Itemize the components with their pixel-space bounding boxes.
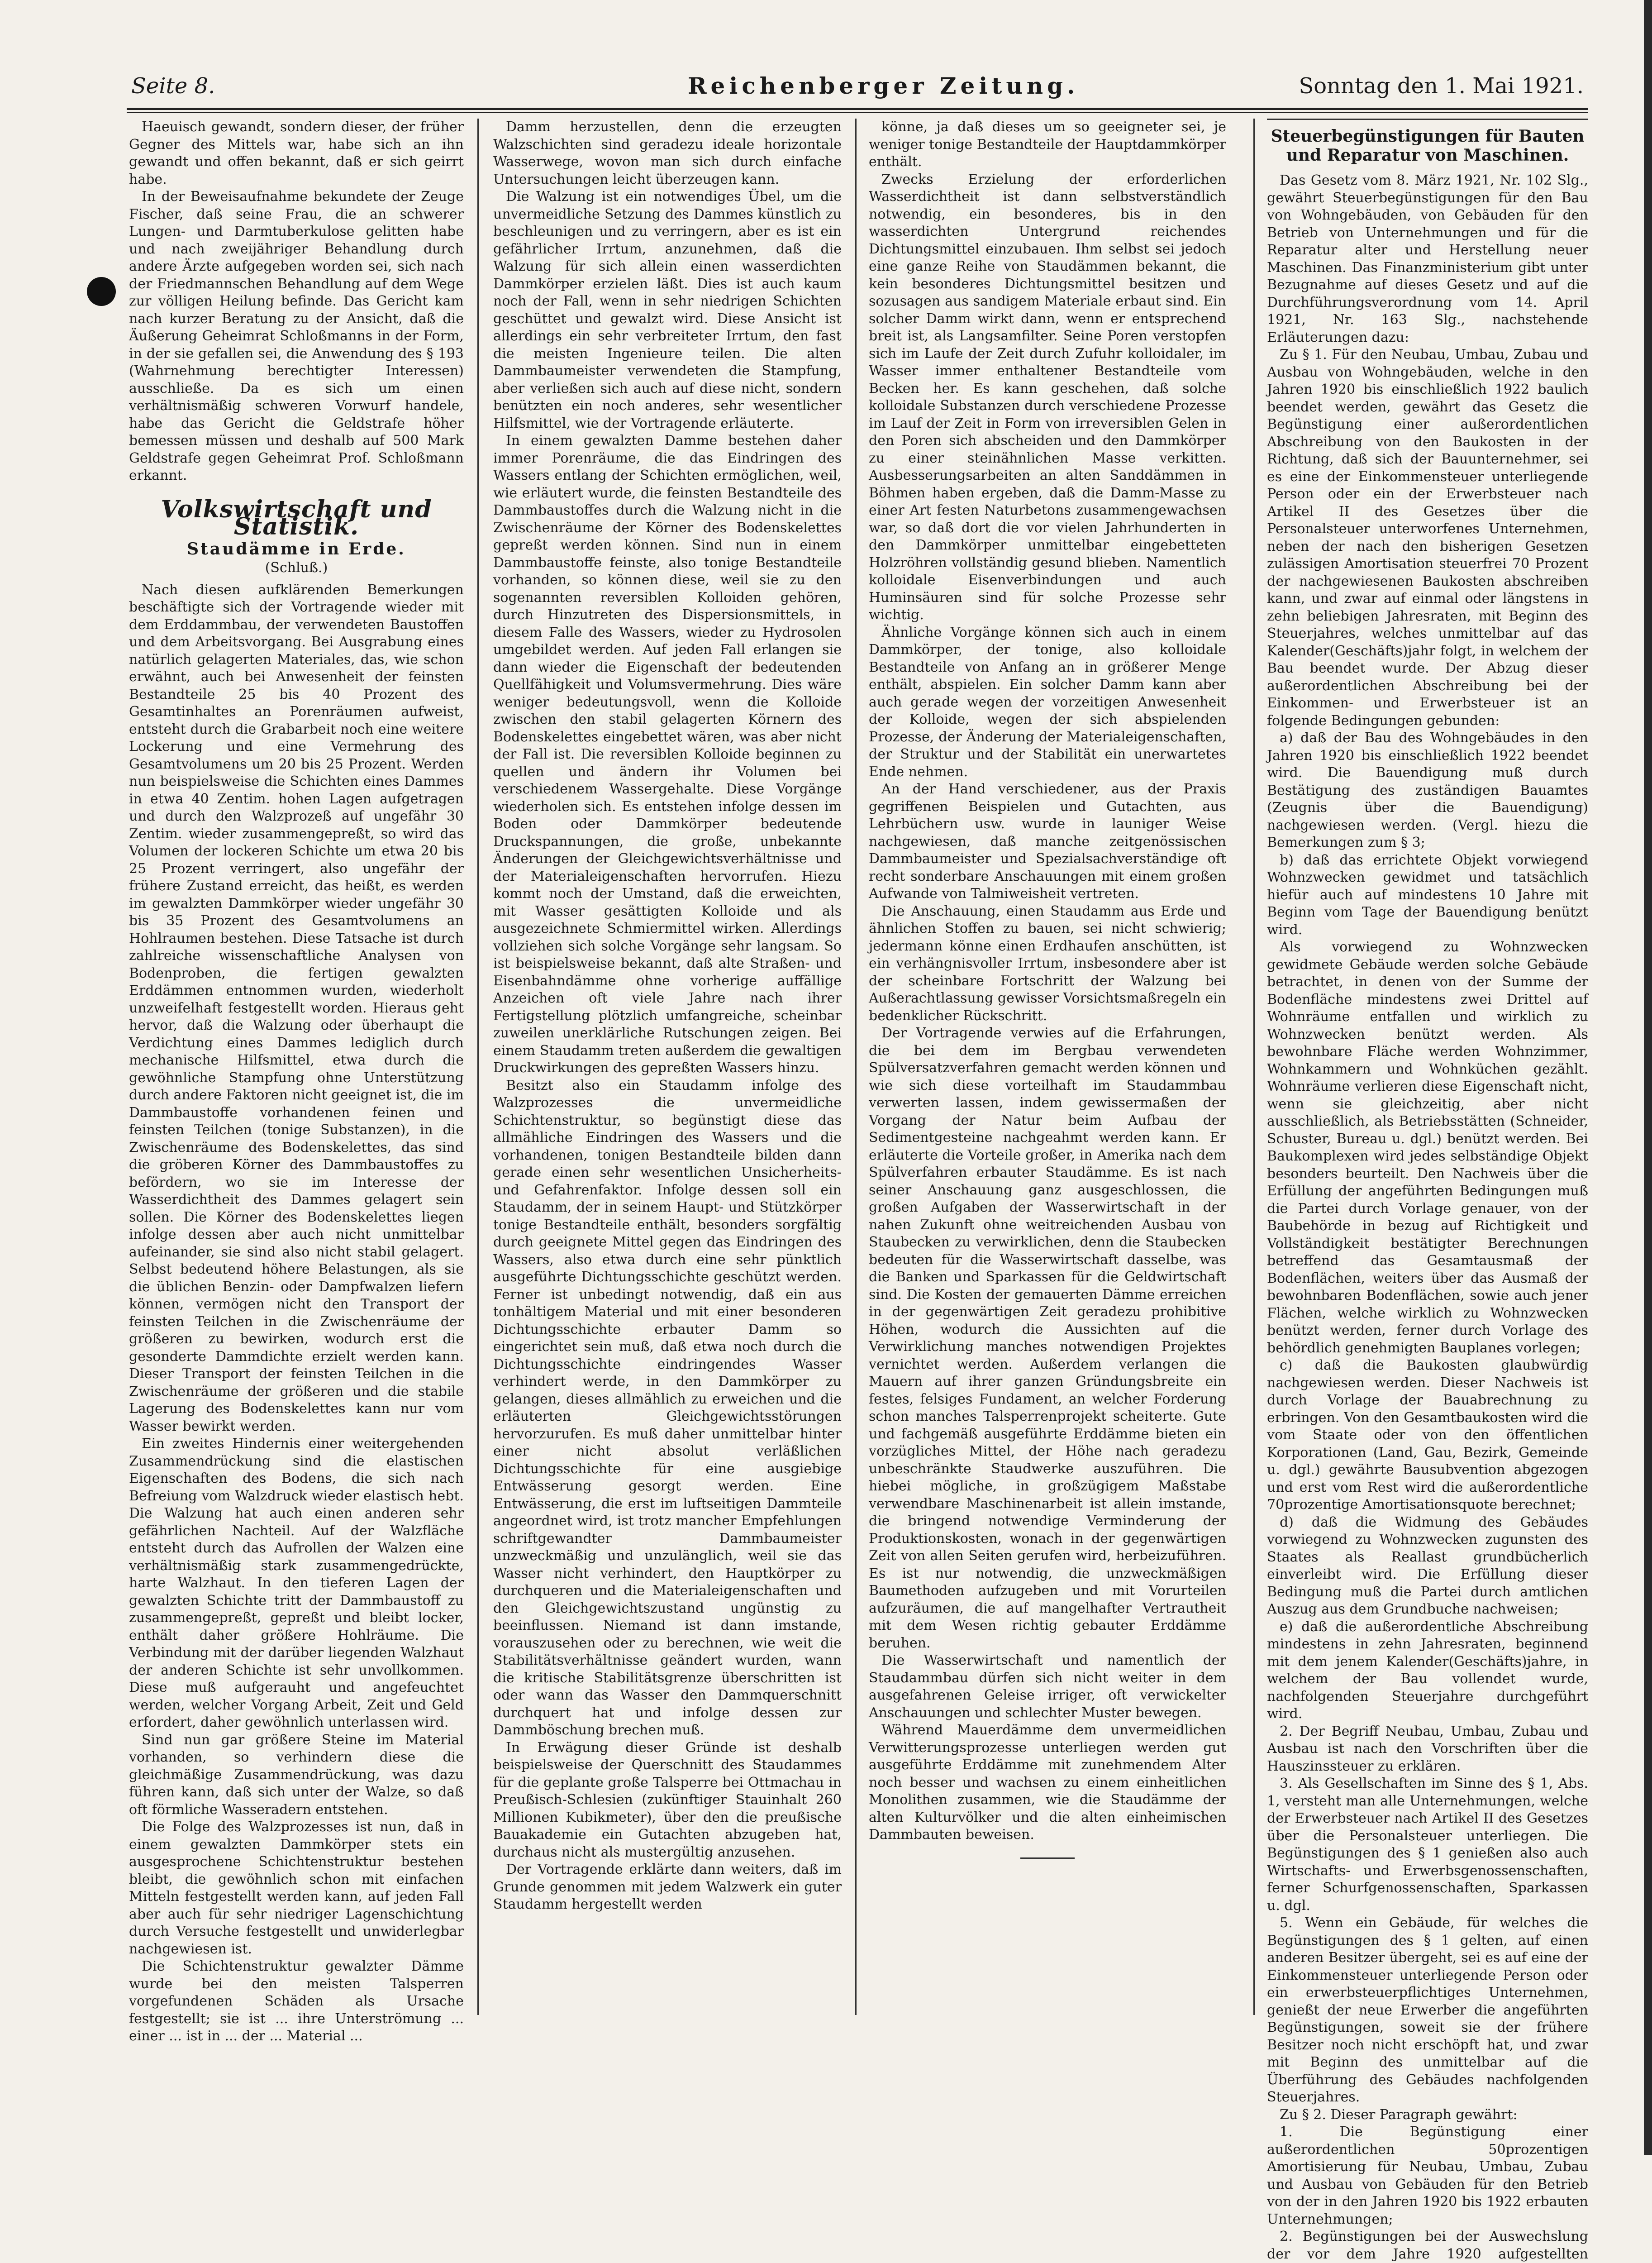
article-paragraph: Während Mauerdämme dem unvermeidlichen Verwitterungsprozesse unterliegen werden gut ausgeführte Erddämme mit zunehmendem Alter noch besser und wachsen zu einem einheitlichen Monolithen zusammen, wie die Staudämme der alten Kulturvölker und die alten einheimischen Dammbauten beweisen. xyxy=(869,1722,1226,1843)
article-paragraph: c) daß die Baukosten glaubwürdig nachgewiesen werden. Dieser Nachweis ist durch Vorlage der Bauabrechnung zu erbringen. Von den Gesamtbaukosten wird die vom Staate oder von den öffentlichen Korporationen (Land, Gau, Bezirk, Gemeinde u. dgl.) gewährte Bausubvention abgezogen und erst vom Rest wird die außerordentliche 70prozentige Amortisationsquote berechnet; xyxy=(1267,1357,1588,1513)
article-paragraph: 2. Begünstigungen bei der Auswechslung der vor dem Jahre 1920 aufgestellten xyxy=(1267,2229,1588,2262)
article-paragraph: d) daß die Widmung des Gebäudes vorwiegend zu Wohnzwecken zugunsten des Staates als Reallast grundbücherlich einverleibt wird. Die Erfüllung dieser Bedingung muß die Partei durch amtlichen Auszug aus dem Grundbuche nachweisen; xyxy=(1267,1514,1588,1617)
article-paragraph: Als vorwiegend zu Wohnzwecken gewidmete Gebäude werden solche Gebäude betrachtet, in denen von der Summe der Bodenfläche mindestens zwei Drittel auf Wohnräume entfallen und wirklich zu Wohnzwecken benützt werden. Als bewohnbare Fläche werden Wohnzimmer, Wohnkammern und Wohnküchen gezählt. Wohnräume verlieren diese Eigenschaft nicht, wenn sie gleichzeitig, aber nicht ausschließlich, als Betriebsstätten (Schneider, Schuster, Bureau u. dgl.) benützt werden. Bei Baukomplexen wird jedes selbständige Objekt besonders beurteilt. Den Nachweis über die Erfüllung der angeführten Bedingungen muß die Partei durch Vorlage genauer, von der Baubehörde in bezug auf Richtigkeit und Vollständigkeit bestätigter Berechnungen betreffend das Gesamtausmaß der Bodenflächen, weiters über das Ausmaß der bewohnbaren Bodenflächen, sowie auch jener Flächen, welche wirklich zu Wohnzwecken benützt werden, ferner durch Vorlage des behördlich genehmigten Bauplanes vorlegen; xyxy=(1267,939,1588,1356)
column-divider xyxy=(855,119,857,2015)
article-paragraph: Ein zweites Hindernis einer weitergehenden Zusammendrückung sind die elastischen Eigenschaften des Bodens, die sich nach Befreiung vom Walzdruck wieder elastisch hebt. Die Walzung hat auch einen anderen sehr gefährlichen Nachteil. Auf der Walzfläche entsteht durch das Aufrollen der Walzen eine verhältnismäßig stark zusammengedrückte, harte Walzhaut. In den tieferen Lagen der gewalzten Schichte tritt der Dammbaustoff zu zusammengepreßt, gepreßt und bleibt locker, enthält daher größere Hohlräume. Die Verbindung mit der darüber liegenden Walzhaut der anderen Schichte ist sehr unvollkommen. Diese muß aufgerauht und angefeuchtet werden, welcher Vorgang Arbeit, Zeit und Geld erfordert, daher gewöhnlich unterlassen wird. xyxy=(129,1436,464,1730)
article-paragraph: e) daß die außerordentliche Abschreibung mindestens in zehn Jahresraten, beginnend mit dem jenem Kalender(Geschäfts)jahre, in welchem der Bau vollendet wurde, nachfolgenden Steuerjahre durchgeführt wird. xyxy=(1267,1618,1588,1722)
issue-date: Sonntag den 1. Mai 1921. xyxy=(1299,73,1584,99)
continuation-note: (Schluß.) xyxy=(265,560,328,576)
article-paragraph: Der Vortragende erklärte dann weiters, daß im Grunde genommen mit jedem Walzwerk ein guter Staudamm hergestellt werden xyxy=(493,1862,842,1912)
ink-blot xyxy=(87,277,116,306)
column-3 xyxy=(869,119,1226,2020)
article-paragraph: Der Vortragende verwies auf die Erfahrungen, die bei dem im Bergbau verwendeten Spülversatzverfahren gemacht werden können und wie sich diese vorteilhaft im Staudammbau verwerten lassen, indem gewissermaßen der Vorgang der Natur beim Aufbau der Sedimentgesteine nachgeahmt werden kann. Er erläuterte die Vorteile großer, in Amerika nach dem Spülverfahren erbauter Staudämme. Es ist nach seiner Anschauung ganz ausgeschlossen, die großen Aufgaben der Wasserwirtschaft in der nahen Zukunft ohne weitreichenden Ausbau von Staubecken zu verwirklichen, denn die Staubecken bedeuten für die Wasserwirtschaft dasselbe, was die Banken und Sparkassen für die Geldwirtschaft sind. Die Kosten der gemauerten Dämme erreichen in der gegenwärtigen Zeit geradezu prohibitive Höhen, wodurch die Aussichten auf die Verwirklichung manches notwendigen Projektes vernichtet werden. Außerdem verlangen die Mauern auf ihrer ganzen Gründungsbreite ein festes, felsiges Fundament, an welcher Forderung schon manches Talsperrenprojekt scheiterte. Gute und fachgemäß ausgeführte Erddämme bieten ein vorzügliches Mittel, der Höhe nach geradezu unbeschränkte Staudwerke auszuführen. Die hiebei mögliche, in großzügigem Maßstabe verwendbare Maschinenarbeit ist allein imstande, die bringend notwendige Verminderung der Produktionskosten, wonach in der gegenwärtigen Zeit von allen Seiten gerufen wird, herbeizuführen. Es ist nur notwendig, die unzweckmäßigen Baumethoden aufzugeben und mit Vorurteilen aufzuräumen, die auf mangelhafter Vertrautheit mit dem Wesen richtig gebauter Erddämme beruhen. xyxy=(869,1025,1226,1651)
article-paragraph: Nach diesen aufklärenden Bemerkungen beschäftigte sich der Vortragende wieder mit dem Erddammbau, der verwendeten Baustoffen und dem Arbeitsvorgang. Bei Ausgrabung eines natürlich gelagerten Materiales, das, wie schon erwähnt, auch bei Anwesenheit der feinsten Bestandteile 25 bis 40 Prozent des Gesamtinhaltes an Porenräumen aufweist, entsteht durch die Grabarbeit noch eine weitere Lockerung und eine Vermehrung des Gesamtvolumens um 20 bis 25 Prozent. Werden nun beispielsweise die Schichten eines Dammes in etwa 40 Zentim. hohen Lagen aufgetragen und durch den Walzprozeß auf ungefähr 30 Zentim. wieder zusammengepreßt, so wird das Volumen der lockeren Schichte um etwa 20 bis 25 Prozent verringert, also ungefähr der frühere Zustand erreicht, das heißt, es werden im gewalzten Dammkörper wieder ungefähr 30 bis 35 Prozent des Gesamtvolumens an Hohlraumen bestehen. Diese Tatsache ist durch zahlreiche wissenschaftliche Analysen von Bodenproben, die fertigen gewalzten Erddämmen entnommen wurden, wiederholt unzweifelhaft festgestellt worden. Hieraus geht hervor, daß die Walzung oder überhaupt die Verdichtung eines Dammes lediglich durch mechanische Hilfsmittel, etwa durch die gewöhnliche Stampfung ohne Unterstützung durch andere Faktoren nicht geeignet ist, die im Dammbaustoffe vorhandenen feinen und feinsten Teilchen (tonige Substanzen), in die Zwischenräume des Bodenskelettes, das sind die gröberen Körner des Dammbaustoffes zu befördern, wo sie im Interesse der Wasserdichtheit des Dammes gelagert sein sollen. Die Körner des Bodenskelettes liegen infolge dessen aber auch nicht unmittelbar aufeinander, sie sind also nicht stabil gelagert. Selbst bedeutend höhere Belastungen, als sie die üblichen Benzin- oder Dampfwalzen liefern können, vermögen nicht den Transport der feinsten Teilchen in die Zwischenräume der größeren zu bewirken, wodurch erst die gesonderte Dammdichte erzielt werden kann. Dieser Transport der feinsten Teilchen in die Zwischenräume der größeren und die stabile Lagerung des Bodenskelettes kann nur vom Wasser bewirkt werden. xyxy=(129,582,464,1434)
article-paragraph: 2. Der Begriff Neubau, Umbau, Zubau und Ausbau ist nach den Vorschriften über die Hauszinssteuer zu erklären. xyxy=(1267,1723,1588,1774)
article-paragraph: 3. Als Gesellschaften im Sinne des § 1, Abs. 1, versteht man alle Unternehmungen, welche der Erwerbsteuer nach Artikel II des Gesetzes über die Personalsteuer unterliegen. Die Begünstigungen des § 1 genießen also auch Wirtschafts- und Erwerbsgenossenschaften, ferner Schurfgenossenschaften, Sparkassen u. dgl. xyxy=(1267,1776,1588,1914)
page-number: Seite 8. xyxy=(131,73,215,99)
column-4 xyxy=(1267,127,1588,2262)
column-4-top-rule xyxy=(1267,119,1588,120)
article-paragraph: Zu § 1. Für den Neubau, Umbau, Zubau und Ausbau von Wohngebäuden, welche in den Jahren 1920 bis einschließlich 1922 baulich beendet werden, gewährt das Gesetz die Begünstigung einer außerordentlichen Abschreibung von den Baukosten in der Richtung, daß sich der Bauunternehmer, sei es eine der Einkommensteuer unterliegende Person oder ein der Erwerbsteuer nach Artikel II des Gesetzes über die Personalsteuer unterworfenes Unternehmen, neben der nach den bisherigen Gesetzen zulässigen Amortisation steuerfrei 70 Prozent der nachgewiesenen Baukosten abschreiben kann, und zwar auf einmal oder längstens in zehn beliebigen Jahresraten, mit Beginn des Steuerjahres, welches unmittelbar auf das Kalender(Geschäfts)jahr folgt, in welchem der Bau beendet wurde. Der Abzug dieser außerordentlichen Abschreibung bei der Einkommen- und Erwerbsteuer ist an folgende Bedingungen gebunden: xyxy=(1267,347,1588,729)
article-title: Staudämme in Erde. xyxy=(187,539,406,559)
header-rule-thin xyxy=(127,112,1588,113)
article-paragraph: An der Hand verschiedener, aus der Praxis gegriffenen Beispielen und Gutachten, aus Lehrbüchern usw. wurde in launiger Weise nachgewiesen, daß manche zeitgenössischen Dammbaumeister und Spezialsachverständige oft recht sonderbare Anschauungen mit einem großen Aufwande von Talmiweisheit vertreten. xyxy=(869,781,1226,902)
page-header xyxy=(127,68,1588,109)
column-1 xyxy=(129,119,464,2044)
article-paragraph: b) daß das errichtete Objekt vorwiegend Wohnzwecken gewidmet und tatsächlich hiefür auch auf mindestens 10 Jahre mit Beginn vom Tage der Bauendigung benützt wird. xyxy=(1267,852,1588,938)
article-paragraph: Haeuisch gewandt, sondern dieser, der früher Gegner des Mittels war, habe sich an ihn gewandt und offen bekannt, daß er sich geirrt habe. xyxy=(129,119,464,187)
article-paragraph: Die Walzung ist ein notwendiges Übel, um die unvermeidliche Setzung des Dammes künstlich zu beschleunigen und zu verringern, aber es ist ein gefährlicher Irrtum, anzunehmen, daß die Walzung für sich allein einen wasserdichten Dammkörper erzielen läßt. Dies ist auch kaum noch der Fall, wenn in sehr niedrigen Schichten geschüttet und gewalzt wird. Diese Ansicht ist allerdings ein sehr verbreiteter Irrtum, den fast die meisten Ingenieure teilen. Die alten Dammbaumeister verwendeten die Stampfung, aber verließen sich auch auf diese nicht, sondern benützten ein noch anderes, sehr wesentlicher Hilfsmittel, wie der Vortragende erläuterte. xyxy=(493,189,842,431)
article-paragraph: 1. Die Begünstigung einer außerordentlichen 50prozentigen Amortisierung für Neubau, Umbau, Zubau und Ausbau von Gebäuden für den Betrieb von der in den Jahren 1920 bis 1922 erbauten Unternehmungen; xyxy=(1267,2124,1588,2227)
header-rule xyxy=(127,108,1588,110)
article-paragraph: In einem gewalzten Damme bestehen daher immer Porenräume, die das Eindringen des Wassers entlang der Schichten ermöglichen, weil, wie erläutert wurde, die feinsten Bestandteile des Dammbaustoffes durch die Walzung nicht in die Zwischenräume der Körner des Bodenskelettes gepreßt werden können. Sind nun in einem Dammbaustoffe feinste, also tonige Bestandteile vorhanden, so können diese, weil sie zu den sogenannten reversiblen Kolloiden gehören, durch Hinzutreten des Dispersionsmittels, in diesem Falle des Wassers, wieder zu Hydrosolen umgebildet werden. Auf jeden Fall erlangen sie dann wieder die Eigenschaft der bedeutenden Quellfähigkeit und Volumsvermehrung. Dies wäre weniger bedeutungsvoll, wenn die Kolloide zwischen den stabil gelagerten Körnern des Bodenskelettes eingebettet wären, was aber nicht der Fall ist. Die reversiblen Kolloide beginnen zu quellen und ändern ihr Volumen bei verschiedenem Wassergehalte. Diese Vorgänge wiederholen sich. Es entstehen infolge dessen im Boden oder Dammkörper bedeutende Druckspannungen, die große, unbekannte Änderungen der Gleichgewichtsverhältnisse und der Materialeigenschaften hervorrufen. Hiezu kommt noch der Umstand, daß die erweichten, mit Wasser gesättigten Kolloide und als ausgezeichnete Schmiermittel wirken. Allerdings vollziehen sich solche Vorgänge sehr langsam. So ist beispielsweise bekannt, daß alte Straßen- und Eisenbahndämme ohne vorherige auffällige Anzeichen oft viele Jahre nach ihrer Fertigstellung plötzlich umfangreiche, scheinbar zuweilen unerklärliche Rutschungen zeigen. Bei einem Staudamm treten außerdem die gewaltigen Druckwirkungen des gepreßten Wassers hinzu. xyxy=(493,433,842,1076)
article-paragraph: Die Wasserwirtschaft und namentlich der Staudammbau dürfen sich nicht weiter in dem ausgefahrenen Geleise irriger, oft verwickelter Anschauungen und schlechter Muster bewegen. xyxy=(869,1652,1226,1721)
article-paragraph: a) daß der Bau des Wohngebäudes in den Jahren 1920 bis einschließlich 1922 beendet wird. Die Bauendigung muß durch Bestätigung des zuständigen Bauamtes (Zeugnis über die Bauendigung) nachgewiesen werden. (Vergl. hiezu die Bemerkungen zum § 3; xyxy=(1267,730,1588,850)
newspaper-title: Reichenberger Zeitung. xyxy=(688,72,1079,99)
article-paragraph: Ähnliche Vorgänge können sich auch in einem Dammkörper, der tonige, also kolloidale Bestandteile von Anfang an in größerer Menge enthält, abspielen. Ein solcher Damm kann aber auch gerade wegen der vorzeitigen Anwesenheit der Kolloide, wegen der sich abspielenden Prozesse, der Änderung der Materialeigenschaften, der Struktur und der Stabilität ein unerwartetes Ende nehmen. xyxy=(869,624,1226,780)
column-2 xyxy=(493,119,842,2020)
article-paragraph: Besitzt also ein Staudamm infolge des Walzprozesses die unvermeidliche Schichtenstruktur, so begünstigt diese das allmähliche Eindringen des Wassers und die vorhandenen, tonigen Bestandteile bilden dann gerade einen sehr wesentlichen Unsicherheits- und Gefahrenfaktor. Infolge dessen soll ein Staudamm, der in seinem Haupt- und Stützkörper tonige Bestandteile enthält, besonders sorgfältig durch geeignete Mittel gegen das Eindringen des Wassers, also etwa durch eine sehr pünktlich ausgeführte Dichtungsschichte geschützt werden. Ferner ist unbedingt notwendig, daß ein aus tonhältigem Material und mit einer besonderen Dichtungsschichte erbauter Damm so eingerichtet sein muß, daß etwa noch durch die Dichtungsschichte eindringendes Wasser verhindert werde, in den Dammkörper zu gelangen, dieses allmählich zu erweichen und die erläuterten Gleichgewichtsstörungen hervorzurufen. Es muß daher unmittelbar hinter einer nicht absolut verläßlichen Dichtungsschichte für eine ausgiebige Entwässerung gesorgt werden. Eine Entwässerung, die erst im luftseitigen Dammteile angeordnet wird, ist trotz mancher Empfehlungen schriftgewandter Dammbaumeister unzweckmäßig und unzulänglich, weil sie das Wasser nicht verhindert, den Hauptkörper zu durchqueren und die Materialeigenschaften und den Gleichgewichtszustand ungünstig zu beeinflussen. Niemand ist dann imstande, vorauszusehen oder zu berechnen, wie weit die Stabilitätsverhältnisse geändert wurden, wann die kritische Stabilitätsgrenze überschritten ist oder wann das Wasser den Dammquerschnitt durchquert hat und infolge dessen zur Dammböschung brechen muß. xyxy=(493,1077,842,1738)
article-paragraph: Das Gesetz vom 8. März 1921, Nr. 102 Slg., gewährt Steuerbegünstigungen für den Bau von Wohngebäuden, von Gebäuden für den Betrieb von Unternehmungen und für die Reparatur alter und Herstellung neuer Maschinen. Das Finanzministerium gibt unter Bezugnahme auf dieses Gesetz und auf die Durchführungsverordnung vom 14. April 1921, Nr. 163 Slg., nachstehende Erläuterungen dazu: xyxy=(1267,172,1588,345)
article-paragraph: Die Schichtenstruktur gewalzter Dämme wurde bei den meisten Talsperren vorgefundenen Schäden als Ursache festgestellt; sie ist ... ihre Unterströmung ... einer ... ist in ... der ... Material ... xyxy=(129,1958,464,2044)
column-divider xyxy=(477,119,479,2015)
article-paragraph: 5. Wenn ein Gebäude, für welches die Begünstigungen des § 1 gelten, auf einen anderen Besitzer übergeht, sei es auf eine der Einkommensteuer unterliegende Person oder ein erwerbsteuerpflichtiges Unternehmen, genießt der neue Erwerber die angeführten Begünstigungen, soweit sie der frühere Besitzer noch nicht erschöpft hat, und zwar mit Beginn des unmittelbar auf die Überführung des Gebäudes nachfolgenden Steuerjahres. xyxy=(1267,1915,1588,2105)
section-heading: Volkswirtschaft und Statistik. xyxy=(161,495,432,540)
article-paragraph: Zwecks Erzielung der erforderlichen Wasserdichtheit ist dann selbstverständlich notwendig, ein besonderes, bis in den wasserdichten Untergrund reichendes Dichtungsmittel einzubauen. Ihm selbst sei jedoch eine ganze Reihe von Staudämmen bekannt, die kein besonderes Dichtungsmittel besitzen und sozusagen aus sandigem Materiale erbaut sind. Ein solcher Damm wirkt dann, wenn er entsprechend breit ist, als Langsamfilter. Seine Poren verstopfen sich im Laufe der Zeit durch Zufuhr kolloidaler, im Wasser immer enthaltener Bestandteile vom Becken her. Es kann geschehen, daß solche kolloidale Substanzen durch verschiedene Prozesse im Lauf der Zeit in Form von irreversiblen Gelen in den Poren sich abscheiden und den Dammkörper zu einer steinähnlichen Masse verkitten. Ausbesserungsarbeiten an alten Sanddämmen in Böhmen haben ergeben, daß die Damm-Masse zu einer Art festen Naturbetons zusammengewachsen war, so daß dort die vor vielen Jahrhunderten in den Dammkörper unmittelbar eingebetteten Holzröhren vollständig gesund blieben. Namentlich kolloidale Eisenverbindungen und auch Huminsäuren sind für solche Prozesse sehr wichtig. xyxy=(869,171,1226,623)
article-paragraph: Sind nun gar größere Steine im Material vorhanden, so verhindern diese die gleichmäßige Zusammendrückung, was dazu führen kann, daß sich unter der Walze, so daß oft förmliche Wasseradern entstehen. xyxy=(129,1732,464,1818)
column-divider xyxy=(1253,119,1255,2015)
article-paragraph: In Erwägung dieser Gründe ist deshalb beispielsweise der Querschnitt des Staudammes für die geplante große Talsperre bei Ottmachau in Preußisch-Schlesien (zukünftiger Stauinhalt 260 Millionen Kubikmeter), über den die preußische Bauakademie ein Gutachten abzugeben hat, durchaus nicht als mustergültig anzusehen. xyxy=(493,1739,842,1860)
article-title: Steuerbegünstigungen für Bauten und Reparatur von Maschinen. xyxy=(1271,127,1585,165)
article-paragraph: Die Anschauung, einen Staudamm aus Erde und ähnlichen Stoffen zu bauen, sei nicht schwierig; jedermann könne einen Erdhaufen anschütten, ist ein verhängnisvoller Irrtum, insbesondere aber ist der scheinbare Fortschritt der Walzung bei Außerachtlassung gewisser Vorsichtsmaßregeln ein bedenklicher Rückschritt. xyxy=(869,903,1226,1024)
article-paragraph: könne, ja daß dieses um so geeigneter sei, je weniger tonige Bestandteile der Hauptdammkörper enthält. xyxy=(869,119,1226,170)
article-paragraph: Die Folge des Walzprozesses ist nun, daß in einem gewalzten Dammkörper stets ein ausgesprochene Schichtenstruktur bestehen bleibt, die gewöhnlich schon mit einfachen Mitteln festgestellt werden kann, auf jeden Fall aber auch für sehr niedriger Lagenschichtung durch Versuche festgestellt und unwiderlegbar nachgewiesen ist. xyxy=(129,1819,464,1957)
article-paragraph: Damm herzustellen, denn die erzeugten Walzschichten sind geradezu ideale horizontale Wasserwege, wovon man sich durch einfache Untersuchungen leicht überzeugen kann. xyxy=(493,119,842,187)
article-paragraph: Zu § 2. Dieser Paragraph gewährt: xyxy=(1280,2106,1518,2123)
article-end-rule xyxy=(1020,1857,1075,1859)
article-paragraph: In der Beweisaufnahme bekundete der Zeuge Fischer, daß seine Frau, die an schwerer Lungen- und Darmtuberkulose gelitten habe und nach zweijähriger Behandlung durch andere Ärzte aufgegeben worden sei, sich nach der Friedmannschen Behandlung auf dem Wege zur völligen Heilung befinde. Das Gericht kam nach kurzer Beratung zu der Ansicht, daß die Äußerung Geheimrat Schloßmanns in der Form, in der sie gefallen sei, die Anwendung des § 193 (Wahrnehmung berechtigter Interessen) ausschließe. Da es sich um einen verhältnismäßig schweren Vorwurf handele, habe das Gericht die Geldstrafe höher bemessen müssen und deshalb auf 500 Mark Geldstrafe gegen Geheimrat Prof. Schloßmann erkannt. xyxy=(129,189,464,483)
